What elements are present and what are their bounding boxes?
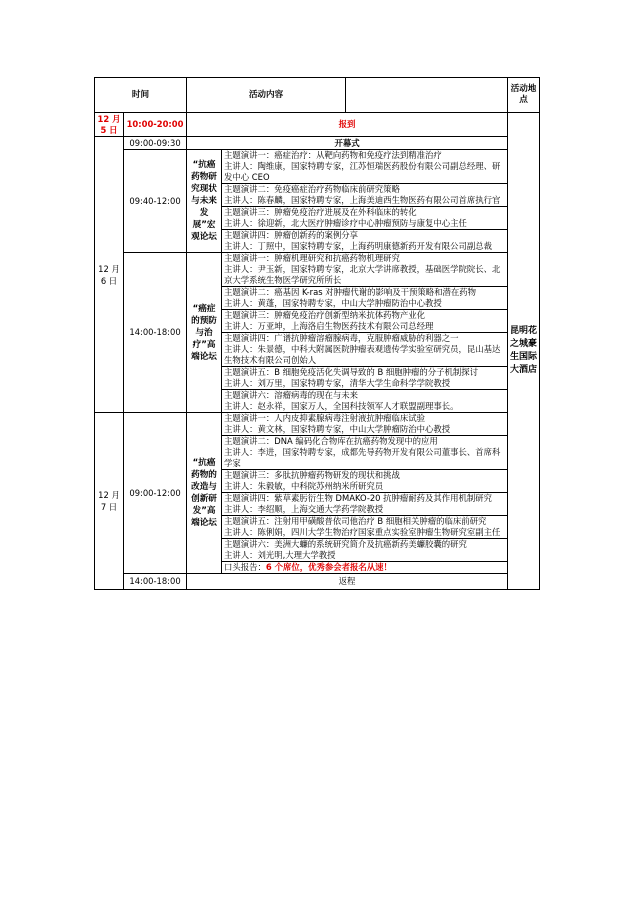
- opening-row: [95, 137, 540, 150]
- forum3-name: “抗癌药物的改造与创新研发”高端论坛: [187, 413, 222, 574]
- oral-prefix: 口头报告：: [224, 562, 266, 572]
- talk-item: [222, 516, 507, 539]
- talk-item: [222, 150, 507, 184]
- talk-topic: 主题演讲三：肿瘤免疫治疗创新型纳米抗体药物产业化: [224, 310, 426, 320]
- talk-item: [222, 367, 507, 390]
- talk-topic: 主题演讲二：免疫癌症治疗药物临床前研究策略: [224, 184, 400, 194]
- return-row: [95, 574, 540, 590]
- forum1-name: “抗癌药物研究现状与未来发展”宏观论坛: [187, 150, 222, 253]
- talk-topic: 主题演讲五：注射用甲磺酸普依司他治疗 B 细胞相关肿瘤的临床前研究: [224, 516, 487, 526]
- talk-speaker: 主讲人：李进，国家特聘专家，成都先导药物开发有限公司董事长、首席科学家: [224, 447, 501, 468]
- talk-item: [222, 287, 507, 310]
- oral-report: [222, 562, 507, 573]
- talk-speaker: 主讲人：陈俐娟，四川大学生物治疗国家重点实验室肿瘤生物研究室副主任: [224, 527, 501, 537]
- talk-speaker: 主讲人：黄文林，国家特聘专家，中山大学肿瘤防治中心教授: [224, 424, 451, 434]
- day1-time: 10:00-20:00: [124, 113, 187, 137]
- header-time: 时间: [95, 78, 187, 113]
- talk-item: [222, 230, 507, 252]
- day3-date: 12 月 7 日: [95, 413, 124, 590]
- forum1-row: [95, 150, 540, 253]
- forum2-row: [95, 253, 540, 413]
- talk-speaker: 主讲人：李绍顺，上海交通大学药学院教授: [224, 504, 384, 514]
- talk-speaker: 主讲人：刘万里，国家特聘专家，清华大学生命科学学院教授: [224, 378, 451, 388]
- day1-date: 12 月 5 日: [95, 113, 124, 137]
- opening-title: 开幕式: [187, 137, 508, 150]
- talk-topic: 主题演讲二：DNA 编码化合物库在抗癌药物发现中的应用: [224, 436, 438, 446]
- talk-topic: 主题演讲一：肿瘤机理研究和抗癌药物机理研究: [224, 253, 400, 263]
- talk-item: [222, 413, 507, 436]
- forum2-time: 14:00-18:00: [124, 253, 187, 413]
- return-time: 14:00-18:00: [124, 574, 187, 590]
- forum3-row: [95, 413, 540, 574]
- oral-highlight: 6 个席位，优秀参会者报名从速: [265, 562, 384, 572]
- talk-speaker: 主讲人：朱景德，中科大附属医院肿瘤表观遗传学实验室研究员，昆山基达生物技术有限公司创始人: [224, 344, 501, 365]
- day2-date: 12 月 6 日: [95, 137, 124, 413]
- talk-speaker: 主讲人：徐迎新，北大医疗肿瘤诊疗中心肿瘤预防与康复中心主任: [224, 218, 467, 228]
- talk-item: [222, 539, 507, 562]
- talk-item: [222, 470, 507, 493]
- talk-speaker: 主讲人：万亚坤，上海洛启生物医药技术有限公司总经理: [224, 321, 434, 331]
- talk-speaker: 主讲人：尹玉新，国家特聘专家，北京大学讲席教授，基础医学院院长、北京大学系统生物医学研究所所长: [224, 264, 501, 285]
- talk-speaker: 主讲人：刘光明,大理大学教授: [224, 550, 336, 560]
- talk-topic: 主题演讲六：溶瘤病毒的现在与未来: [224, 390, 359, 400]
- talk-item: [222, 390, 507, 412]
- talk-speaker: 主讲人：陈春麟，国家特聘专家，上海美迪西生物医药有限公司首席执行官: [224, 195, 501, 205]
- day1-row: [95, 113, 540, 137]
- schedule-table: [94, 77, 540, 590]
- talk-item: [222, 493, 507, 516]
- talk-item: [222, 184, 507, 207]
- talk-topic: 主题演讲四：广谱抗肿瘤溶瘤腺病毒，克服肿瘤威胁的利器之一: [224, 333, 459, 343]
- talk-item: [222, 436, 507, 470]
- talk-speaker: 主讲人：陶维康，国家特聘专家，江苏恒瑞医药股份有限公司副总经理、研发中心 CEO: [224, 161, 501, 182]
- talk-item: [222, 253, 507, 287]
- venue-cell: 昆明花之城豪生国际大酒店: [508, 113, 540, 590]
- talk-speaker: 主讲人：赵永祥，国家万人，全国科技领军人才联盟副理事长。: [224, 401, 459, 411]
- talk-topic: 主题演讲五：B 细胞免疫活化失调导致的 B 细胞肿瘤的分子机制探讨: [224, 367, 478, 377]
- header-content: 活动内容: [187, 78, 346, 112]
- talk-topic: 主题演讲六：美洲大蠊的系统研究简介及抗癌新药美蠊胶囊的研究: [224, 539, 467, 549]
- forum3-time: 09:00-12:00: [124, 413, 187, 574]
- talk-item: [222, 333, 507, 367]
- forum2-name: “癌症的预防与治疗”高端论坛: [187, 253, 222, 413]
- talk-topic: 主题演讲四：紫草素肟衍生物 DMAKO-20 抗肿瘤耐药及其作用机制研究: [224, 493, 493, 503]
- talk-topic: 主题演讲一：癌症治疗：从靶向药物和免疫疗法到精准治疗: [224, 150, 442, 160]
- opening-time: 09:00-09:30: [124, 137, 187, 150]
- forum1-time: 09:40-12:00: [124, 150, 187, 253]
- return-event: 返程: [187, 574, 508, 590]
- day1-event: 报到: [187, 113, 508, 137]
- talk-topic: 主题演讲三：肿瘤免疫治疗进展及在外科临床的转化: [224, 207, 417, 217]
- talk-topic: 主题演讲四：肿瘤创新药的案例分享: [224, 230, 359, 240]
- talk-speaker: 主讲人：朱毅敏，中科院苏州纳米所研究员: [224, 481, 384, 491]
- talk-topic: 主题演讲三：多肽抗肿瘤药物研发的现状和挑战: [224, 470, 400, 480]
- talk-speaker: 主讲人：丁照中，国家特聘专家，上海药明康德新药开发有限公司副总裁: [224, 241, 493, 251]
- talk-speaker: 主讲人：黄蓬，国家特聘专家，中山大学肿瘤防治中心教授: [224, 298, 442, 308]
- talk-topic: 主题演讲一：人内皮抑素腺病毒注射液抗肿瘤临床试验: [224, 413, 426, 423]
- header-venue: 活动地点: [508, 78, 540, 113]
- header-row: [95, 78, 540, 113]
- talk-item: [222, 310, 507, 333]
- oral-suffix: ！: [383, 562, 392, 572]
- talk-item: [222, 207, 507, 230]
- talk-topic: 主题演讲二：癌基因 K-ras 对肿瘤代谢的影响及干预策略和潜在药物: [224, 287, 477, 297]
